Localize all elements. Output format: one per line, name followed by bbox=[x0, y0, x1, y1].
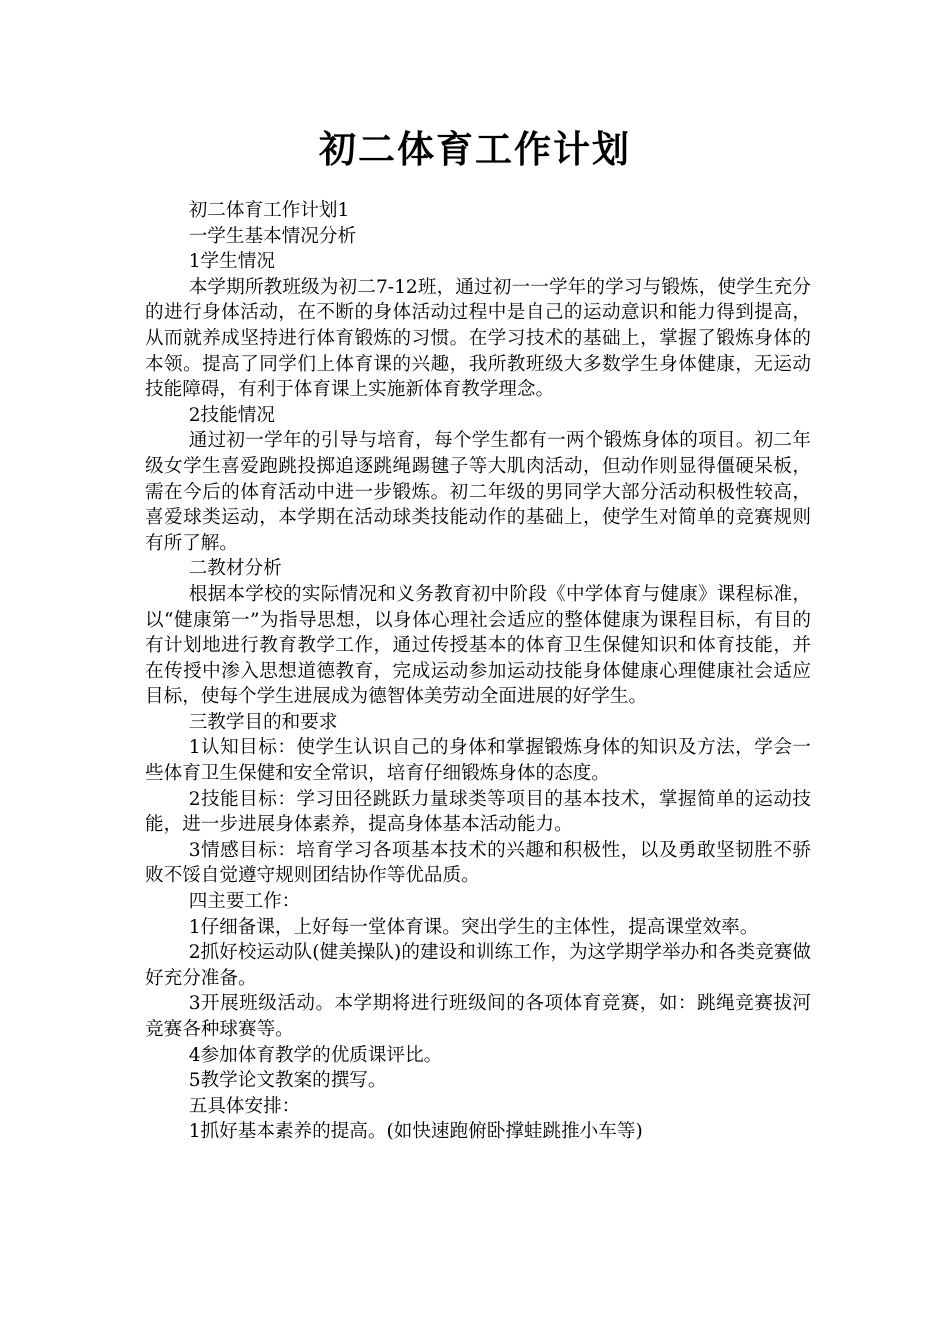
paragraph-material-analysis: 根据本学校的实际情况和义务教育初中阶段《中学体育与健康》课程标准，以“健康第一”为指导思想，以身体心理社会适应的整体健康为课程目标，有目的有计划地进行教育教学工作，通过传授基本的体育卫生保健知识和体育技能，并在传授中渗入思想道德教育，完成运动参加运动技能身体健康心理健康社会适应目标，使每个学生进展成为德智体美劳动全面进展的好学生。 bbox=[145, 583, 811, 708]
list-item-work-2: 2抓好校运动队(健美操队)的建设和训练工作，为这学期学举办和各类竞赛做好充分准备。 bbox=[145, 942, 811, 989]
list-item-work-5: 5教学论文教案的撰写。 bbox=[188, 1070, 387, 1092]
list-item-arrangement-1: 1抓好基本素养的提高。(如快速跑俯卧撑蛙跳推小车等) bbox=[188, 1121, 643, 1143]
section-heading-main-work: 四主要工作： bbox=[188, 891, 301, 913]
list-item-work-4: 4参加体育教学的优质课评比。 bbox=[188, 1044, 443, 1066]
list-item-work-1: 1仔细备课，上好每一堂体育课。突出学生的主体性，提高课堂效率。 bbox=[188, 916, 759, 938]
paragraph-skill-goal: 2技能目标：学习田径跳跃力量球类等项目的基本技术，掌握简单的运动技能，进一步进展身体素养，提高身体基本活动能力。 bbox=[145, 788, 811, 836]
section-heading-student-analysis: 一学生基本情况分析 bbox=[188, 225, 357, 247]
paragraph-cognitive-goal: 1认知目标：使学生认识自己的身体和掌握锻炼身体的知识及方法，学会一些体育卫生保健和安全常识，培育仔细锻炼身体的态度。 bbox=[145, 737, 811, 785]
subheading-skill-situation: 2技能情况 bbox=[188, 404, 275, 426]
document-body bbox=[145, 198, 811, 1145]
paragraph-skill-situation: 通过初一学年的引导与培育，每个学生都有一两个锻炼身体的项目。初二年级女学生喜爱跑跳投掷追逐跳绳踢毽子等大肌肉活动，但动作则显得僵硬呆板，需在今后的体育活动中进一步锻炼。初二年级的男同学大部分活动积极性较高，喜爱球类运动，本学期在活动球类技能动作的基础上，使学生对简单的竞赛规则有所了解。 bbox=[145, 430, 811, 554]
paragraph-plan-heading: 初二体育工作计划1 bbox=[188, 200, 350, 221]
list-item-work-3: 3开展班级活动。本学期将进行班级间的各项体育竞赛，如：跳绳竞赛拔河竞赛各种球赛等。 bbox=[145, 993, 811, 1040]
paragraph-emotional-goal: 3情感目标：培育学习各项基本技术的兴趣和积极性，以及勇敢坚韧胜不骄败不馁自觉遵守规则团结协作等优品质。 bbox=[145, 839, 811, 887]
subheading-student-situation: 1学生情况 bbox=[188, 251, 275, 273]
document-title: 初二体育工作计划 bbox=[319, 128, 631, 171]
section-heading-material-analysis: 二教材分析 bbox=[188, 558, 282, 580]
section-heading-teaching-goals: 三教学目的和要求 bbox=[188, 711, 338, 733]
section-heading-arrangement: 五具体安排： bbox=[188, 1095, 301, 1117]
paragraph-student-situation: 本学期所教班级为初二7-12班，通过初一一学年的学习与锻炼，使学生充分的进行身体活动，在不断的身体活动过程中是自己的运动意识和能力得到提高，从而就养成坚持进行体育锻炼的习惯。在学习技术的基础上，掌握了锻炼身体的本领。提高了同学们上体育课的兴趣，我所教班级大多数学生身体健康，无运动技能障碍，有利于体育课上实施新体育教学理念。 bbox=[145, 276, 811, 401]
